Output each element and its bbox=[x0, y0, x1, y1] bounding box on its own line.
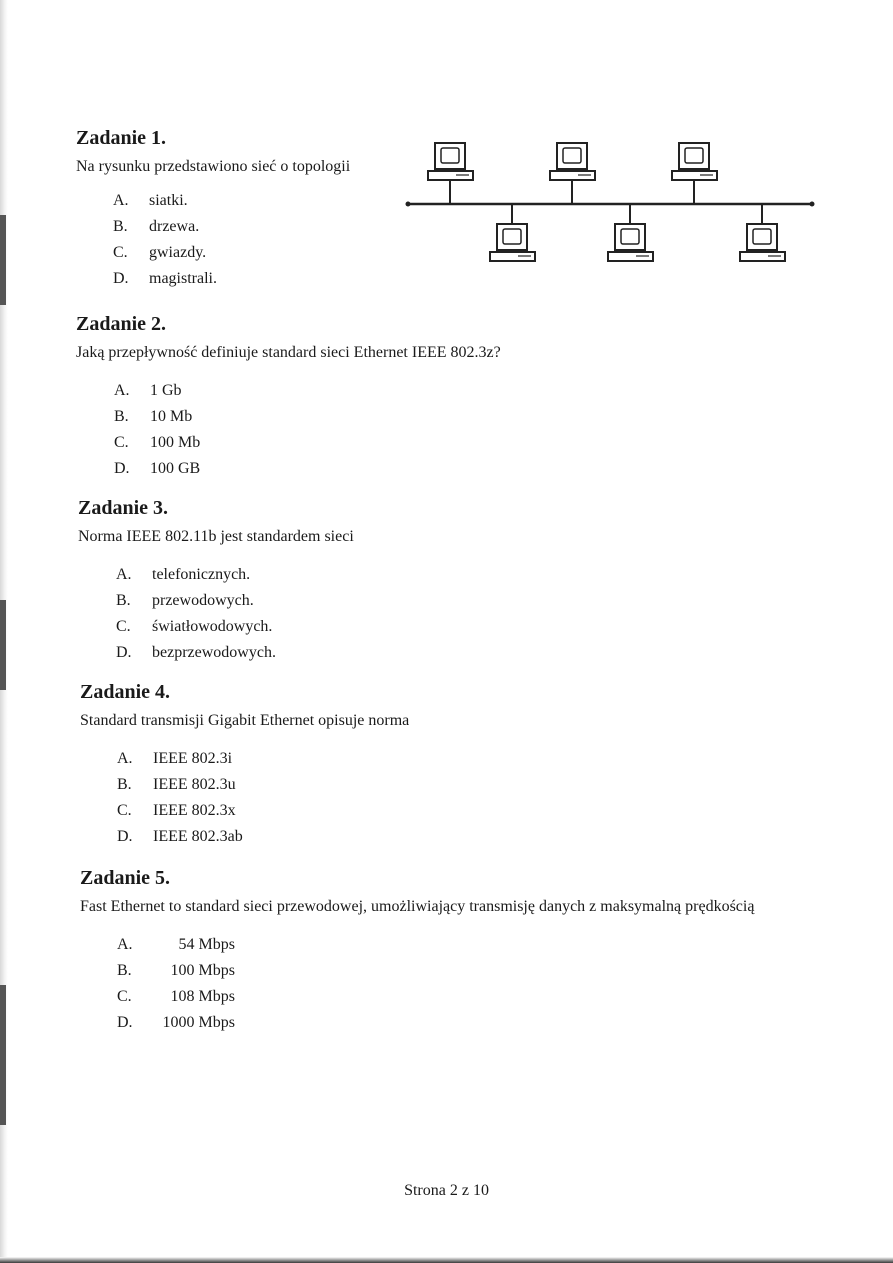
answer-option bbox=[114, 456, 501, 482]
option-text: przewodowych. bbox=[152, 592, 254, 609]
computer-icon bbox=[608, 205, 653, 261]
answer-option bbox=[114, 378, 501, 404]
option-letter: A. bbox=[117, 750, 133, 767]
bus-topology-diagram bbox=[400, 138, 825, 273]
option-text: 108 Mbps bbox=[170, 988, 235, 1005]
task-question: Standard transmisji Gigabit Ethernet opisuje norma bbox=[80, 712, 410, 729]
option-text: siatki. bbox=[149, 192, 188, 209]
option-letter: D. bbox=[117, 828, 133, 845]
answer-list bbox=[116, 562, 354, 666]
option-letter: D. bbox=[116, 644, 132, 661]
option-text: IEEE 802.3x bbox=[153, 802, 236, 819]
option-letter: A. bbox=[113, 192, 129, 209]
option-text: 54 Mbps bbox=[178, 936, 235, 953]
answer-list bbox=[117, 746, 409, 850]
task-title: Zadanie 4. bbox=[80, 681, 171, 703]
option-letter: C. bbox=[117, 802, 132, 819]
option-text: 100 Mbps bbox=[170, 962, 235, 979]
answer-option bbox=[117, 932, 838, 958]
task-question: Na rysunku przedstawiono sieć o topologii bbox=[76, 158, 351, 175]
answer-option bbox=[117, 772, 409, 798]
option-letter: A. bbox=[114, 382, 130, 399]
scan-mark bbox=[0, 215, 6, 305]
task-2 bbox=[76, 312, 501, 482]
option-text: magistrali. bbox=[149, 270, 217, 287]
option-text: telefonicznych. bbox=[152, 566, 251, 583]
answer-option bbox=[117, 746, 409, 772]
answer-option bbox=[117, 824, 409, 850]
option-letter: B. bbox=[114, 408, 129, 425]
answer-option bbox=[113, 214, 350, 240]
task-5 bbox=[80, 866, 838, 1036]
answer-list bbox=[117, 932, 838, 1036]
computer-icon bbox=[428, 143, 473, 204]
answer-list bbox=[114, 378, 501, 482]
computer-icon bbox=[490, 205, 535, 261]
option-letter: D. bbox=[117, 1014, 133, 1031]
answer-option bbox=[117, 958, 838, 984]
answer-option bbox=[116, 562, 354, 588]
answer-option bbox=[113, 188, 350, 214]
computer-icon bbox=[740, 205, 785, 261]
computer-icon bbox=[672, 143, 717, 204]
option-letter: A. bbox=[117, 936, 133, 953]
task-question: Jaką przepływność definiuje standard sieci Ethernet IEEE 802.3z? bbox=[76, 344, 501, 361]
task-title: Zadanie 2. bbox=[76, 313, 167, 335]
option-text: bezprzewodowych. bbox=[152, 644, 276, 661]
option-text: 1000 Mbps bbox=[162, 1014, 235, 1031]
task-4 bbox=[80, 680, 409, 850]
option-text: 100 GB bbox=[150, 460, 201, 477]
answer-option bbox=[113, 240, 350, 266]
answer-option bbox=[117, 1010, 838, 1036]
task-question: Norma IEEE 802.11b jest standardem sieci bbox=[78, 528, 354, 545]
task-1 bbox=[76, 126, 350, 292]
option-text: IEEE 802.3i bbox=[153, 750, 233, 767]
answer-list bbox=[113, 188, 350, 292]
option-text: 1 Gb bbox=[150, 382, 182, 399]
option-letter: D. bbox=[113, 270, 129, 287]
option-letter: B. bbox=[113, 218, 128, 235]
scan-mark bbox=[0, 600, 6, 690]
answer-option bbox=[116, 588, 354, 614]
answer-option bbox=[113, 266, 350, 292]
task-title: Zadanie 1. bbox=[76, 127, 167, 149]
option-letter: B. bbox=[117, 776, 132, 793]
answer-option bbox=[114, 404, 501, 430]
option-text: światłowodowych. bbox=[152, 618, 273, 635]
answer-option bbox=[114, 430, 501, 456]
option-letter: D. bbox=[114, 460, 130, 477]
answer-option bbox=[116, 640, 354, 666]
option-text: IEEE 802.3ab bbox=[153, 828, 243, 845]
task-title: Zadanie 5. bbox=[80, 867, 171, 889]
option-letter: C. bbox=[114, 434, 129, 451]
option-text: drzewa. bbox=[149, 218, 200, 235]
option-text: gwiazdy. bbox=[149, 244, 207, 261]
answer-option bbox=[117, 798, 409, 824]
option-letter: A. bbox=[116, 566, 132, 583]
computer-icon bbox=[550, 143, 595, 204]
option-text: 100 Mb bbox=[150, 434, 201, 451]
option-letter: C. bbox=[116, 618, 131, 635]
task-3 bbox=[78, 496, 354, 666]
option-text: 10 Mb bbox=[150, 408, 193, 425]
bus-cable bbox=[406, 202, 815, 207]
option-letter: C. bbox=[113, 244, 128, 261]
option-letter: B. bbox=[117, 962, 132, 979]
scan-edge-bottom bbox=[0, 1257, 893, 1263]
page-number: Strona 2 z 10 bbox=[404, 1182, 489, 1199]
answer-option bbox=[117, 984, 838, 1010]
scan-mark bbox=[0, 985, 6, 1125]
option-letter: B. bbox=[116, 592, 131, 609]
task-title: Zadanie 3. bbox=[78, 497, 169, 519]
answer-option bbox=[116, 614, 354, 640]
option-letter: C. bbox=[117, 988, 132, 1005]
task-question: Fast Ethernet to standard sieci przewodowej, umożliwiający transmisję danych z maksymalną prędkością bbox=[80, 898, 755, 915]
option-text: IEEE 802.3u bbox=[153, 776, 236, 793]
